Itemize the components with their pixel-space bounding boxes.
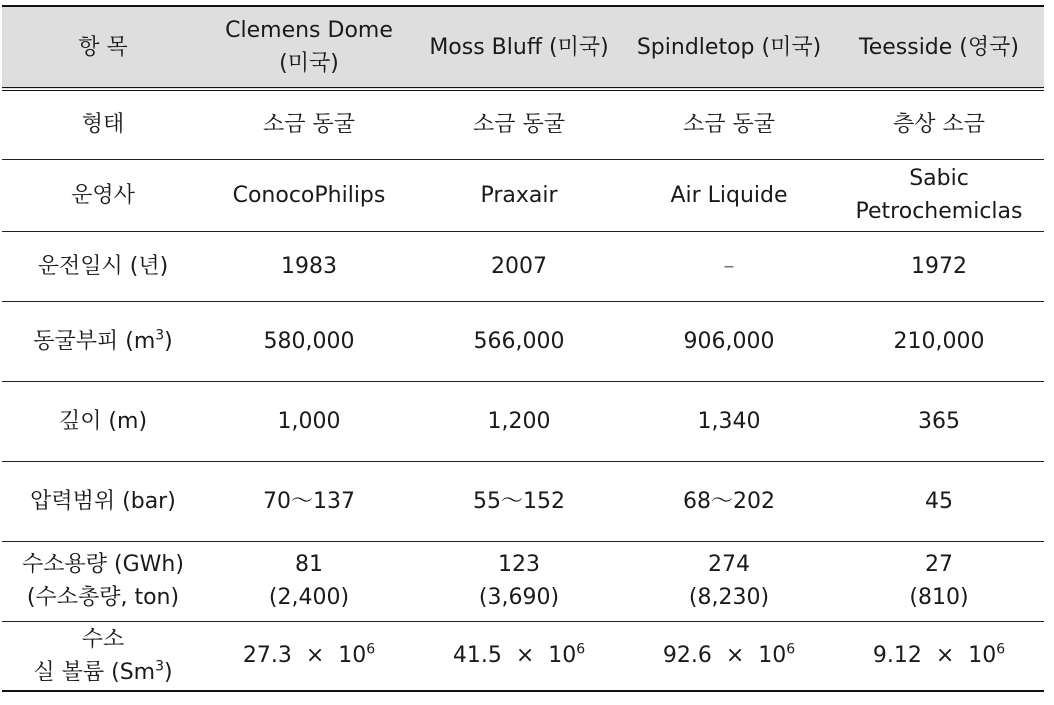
cell: 1,000 [204, 381, 414, 461]
cell: 55～152 [414, 461, 624, 541]
row-label: 수소용량 (GWh) (수소총량, ton) [2, 541, 204, 621]
table-row [2, 159, 1044, 231]
cell: $92.6 \times 10^6$ [624, 621, 834, 691]
header-spindletop: Spindletop (미국) [624, 6, 834, 89]
cell: 566,000 [414, 301, 624, 381]
cell: 소금 동굴 [414, 89, 624, 159]
table-row [2, 541, 1044, 621]
cell: ConocoPhilips [204, 159, 414, 231]
cell: $41.5 \times 10^6$ [414, 621, 624, 691]
row-label: 운영사 [2, 159, 204, 231]
row-label: 수소 실 볼륨 (Sm$^3$) [2, 621, 204, 691]
row-label: 동굴부피 $(m^3)$ [2, 301, 204, 381]
cell: $9.12 \times 10^6$ [834, 621, 1044, 691]
cell: 소금 동굴 [624, 89, 834, 159]
cell: 27 (810) [834, 541, 1044, 621]
cell: 81 (2,400) [204, 541, 414, 621]
cell: 1983 [204, 231, 414, 301]
cell: $27.3 \times 10^6$ [204, 621, 414, 691]
cell: 45 [834, 461, 1044, 541]
row-label: 깊이 (m) [2, 381, 204, 461]
table-row [2, 381, 1044, 461]
cell: – [624, 231, 834, 301]
cell: Air Liquide [624, 159, 834, 231]
cell: Praxair [414, 159, 624, 231]
table-row [2, 231, 1044, 301]
cell: 274 (8,230) [624, 541, 834, 621]
cell: 층상 소금 [834, 89, 1044, 159]
cell: 68～202 [624, 461, 834, 541]
cell: 210,000 [834, 301, 1044, 381]
header-row [2, 6, 1044, 89]
cell: 1972 [834, 231, 1044, 301]
hydrogen-storage-table [2, 5, 1044, 692]
cell: 580,000 [204, 301, 414, 381]
cell: 365 [834, 381, 1044, 461]
row-label: 압력범위 (bar) [2, 461, 204, 541]
cell: Sabic Petrochemiclas [834, 159, 1044, 231]
cell: 123 (3,690) [414, 541, 624, 621]
header-teesside: Teesside (영국) [834, 6, 1044, 89]
cell: 70～137 [204, 461, 414, 541]
header-item: 항 목 [2, 6, 204, 89]
cell: 1,340 [624, 381, 834, 461]
cell: 소금 동굴 [204, 89, 414, 159]
header-moss-bluff: Moss Bluff (미국) [414, 6, 624, 89]
table-row [2, 301, 1044, 381]
table-row [2, 461, 1044, 541]
table-row [2, 89, 1044, 159]
cell: 906,000 [624, 301, 834, 381]
cell: 2007 [414, 231, 624, 301]
table-row [2, 621, 1044, 691]
row-label: 형태 [2, 89, 204, 159]
row-label: 운전일시 (년) [2, 231, 204, 301]
cell: 1,200 [414, 381, 624, 461]
header-clemens-dome: Clemens Dome (미국) [204, 6, 414, 89]
